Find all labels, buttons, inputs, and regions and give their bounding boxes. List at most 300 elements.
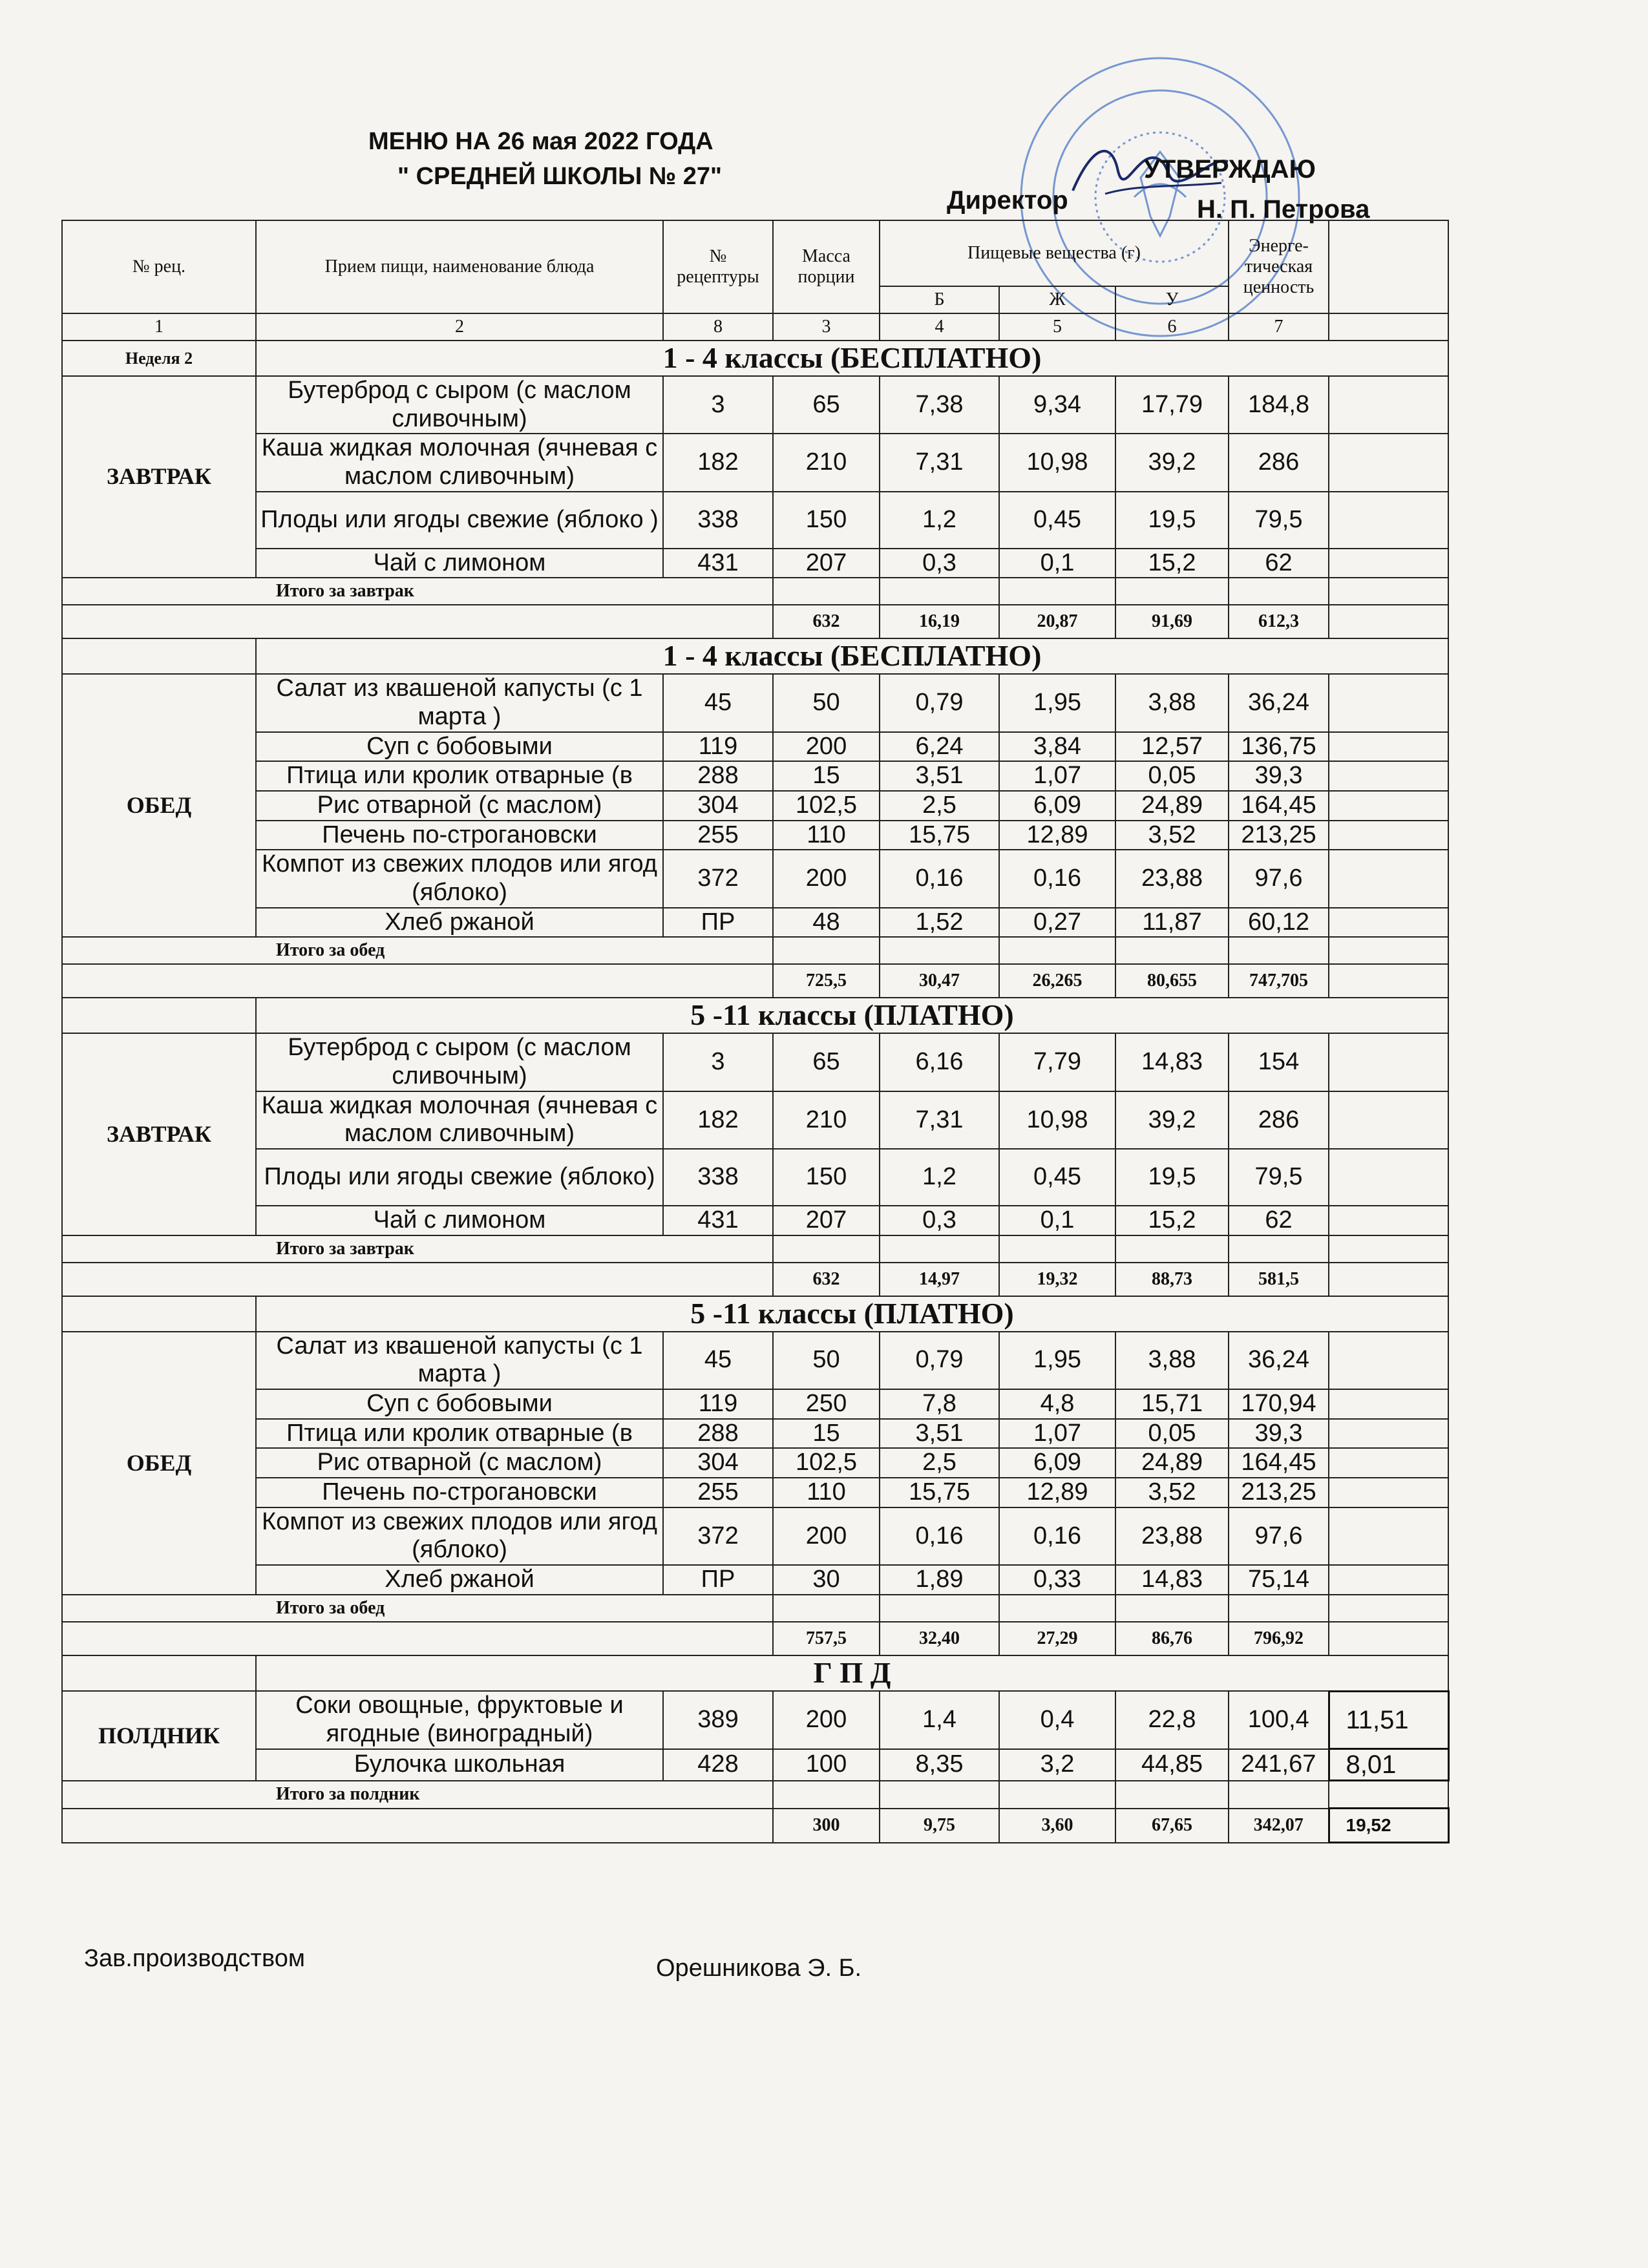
header-row: [62, 220, 1448, 286]
blank-cell: [1329, 376, 1448, 434]
carb-value: 23,88: [1115, 850, 1229, 907]
blank-cell: [1329, 1419, 1448, 1449]
total-fat: 26,265: [999, 964, 1115, 998]
total-label: Итого за обед: [62, 937, 773, 964]
carb-value: 14,83: [1115, 1565, 1229, 1595]
blank-cell: [1329, 732, 1448, 762]
section-title: 5 -11 классы (ПЛАТНО): [256, 998, 1448, 1033]
total-label: Итого за полдник: [62, 1781, 773, 1809]
energy-value: 154: [1229, 1033, 1329, 1091]
portion-mass: 150: [773, 492, 880, 549]
blank-cell: [880, 1781, 999, 1809]
recipe-number: 3: [663, 1033, 773, 1091]
blank-cell: [1329, 1206, 1448, 1235]
carb-value: 12,57: [1115, 732, 1229, 762]
dish-row: [62, 908, 1448, 938]
blank-cell: [1329, 1622, 1448, 1655]
portion-mass: 50: [773, 674, 880, 731]
total-protein: 9,75: [880, 1809, 999, 1843]
protein-value: 2,5: [880, 791, 999, 821]
dish-name: Печень по-строгановски: [256, 821, 663, 850]
portion-mass: 50: [773, 1332, 880, 1389]
carb-value: 22,8: [1115, 1691, 1229, 1748]
blank-cell: [773, 937, 880, 964]
dish-row: [62, 1389, 1448, 1419]
portion-mass: 210: [773, 1091, 880, 1149]
menu-table: [61, 220, 1450, 1843]
total-values-row: [62, 1263, 1448, 1296]
protein-value: 6,16: [880, 1033, 999, 1091]
carb-value: 0,05: [1115, 761, 1229, 791]
blank-cell: [1329, 850, 1448, 907]
total-carb: 91,69: [1115, 605, 1229, 638]
recipe-number: 45: [663, 1332, 773, 1389]
dish-row: [62, 1691, 1448, 1748]
blank-cell: [1329, 1565, 1448, 1595]
protein-value: 2,5: [880, 1448, 999, 1478]
protein-value: 8,35: [880, 1749, 999, 1781]
dish-name: Рис отварной (с маслом): [256, 1448, 663, 1478]
total-label-row: [62, 1781, 1448, 1809]
dish-row: [62, 1149, 1448, 1206]
total-fat: 27,29: [999, 1622, 1115, 1655]
recipe-number: 182: [663, 434, 773, 491]
total-mass: 725,5: [773, 964, 880, 998]
dish-row: [62, 1033, 1448, 1091]
energy-value: 60,12: [1229, 908, 1329, 938]
blank-cell: [773, 1235, 880, 1263]
blank-cell: [1329, 1781, 1448, 1809]
fat-value: 0,1: [999, 1206, 1115, 1235]
blank-cell: [1329, 674, 1448, 731]
recipe-number: ПР: [663, 1565, 773, 1595]
recipe-number: 182: [663, 1091, 773, 1149]
col-header-nutrient: У: [1115, 286, 1229, 313]
blank-cell: [880, 578, 999, 605]
total-label-row: [62, 578, 1448, 605]
total-label: Итого за обед: [62, 1595, 773, 1622]
portion-mass: 65: [773, 1033, 880, 1091]
section-title-row: [62, 1655, 1448, 1691]
col-header-energy: Энерге-тическая ценность: [1229, 220, 1329, 313]
carb-value: 24,89: [1115, 1448, 1229, 1478]
energy-value: 100,4: [1229, 1691, 1329, 1748]
fat-value: 12,89: [999, 1478, 1115, 1507]
blank-cell: [1229, 1781, 1329, 1809]
total-label: Итого за завтрак: [62, 1235, 773, 1263]
portion-mass: 207: [773, 549, 880, 578]
fat-value: 10,98: [999, 434, 1115, 491]
blank-cell: [62, 964, 773, 998]
carb-value: 0,05: [1115, 1419, 1229, 1449]
blank-cell: [1115, 937, 1229, 964]
recipe-number: 45: [663, 674, 773, 731]
section-title-row: [62, 998, 1448, 1033]
recipe-number: 288: [663, 1419, 773, 1449]
price-value: 8,01: [1329, 1749, 1448, 1781]
column-number: 3: [773, 313, 880, 341]
carb-value: 44,85: [1115, 1749, 1229, 1781]
section-title: 1 - 4 классы (БЕСПЛАТНО): [256, 638, 1448, 674]
total-mass: 632: [773, 1263, 880, 1296]
total-mass: 300: [773, 1809, 880, 1843]
blank-cell: [1329, 1091, 1448, 1149]
recipe-number: 428: [663, 1749, 773, 1781]
fat-value: 0,45: [999, 1149, 1115, 1206]
carb-value: 15,2: [1115, 549, 1229, 578]
section-title-row: [62, 1296, 1448, 1332]
dish-name: Салат из квашеной капусты (с 1 марта ): [256, 1332, 663, 1389]
energy-value: 39,3: [1229, 761, 1329, 791]
section-title: 5 -11 классы (ПЛАТНО): [256, 1296, 1448, 1332]
blank-cell: [62, 1296, 256, 1332]
energy-value: 184,8: [1229, 376, 1329, 434]
blank-cell: [1329, 1149, 1448, 1206]
blank-cell: [999, 1595, 1115, 1622]
total-energy: 612,3: [1229, 605, 1329, 638]
blank-cell: [1329, 492, 1448, 549]
portion-mass: 200: [773, 732, 880, 762]
dish-row: [62, 791, 1448, 821]
approve-label: УТВЕРЖДАЮ: [1144, 155, 1316, 184]
blank-cell: [1329, 791, 1448, 821]
director-name: Н. П. Петрова: [1197, 195, 1370, 224]
fat-value: 0,27: [999, 908, 1115, 938]
carb-value: 39,2: [1115, 434, 1229, 491]
protein-value: 0,79: [880, 1332, 999, 1389]
portion-mass: 30: [773, 1565, 880, 1595]
blank-cell: [1329, 549, 1448, 578]
menu-title: МЕНЮ НА 26 мая 2022 ГОДА: [368, 128, 713, 155]
protein-value: 1,2: [880, 492, 999, 549]
fat-value: 0,16: [999, 850, 1115, 907]
recipe-number: 431: [663, 549, 773, 578]
dish-name: Рис отварной (с маслом): [256, 791, 663, 821]
recipe-number: 119: [663, 732, 773, 762]
blank-cell: [62, 1622, 773, 1655]
total-price: 19,52: [1329, 1809, 1448, 1843]
total-energy: 796,92: [1229, 1622, 1329, 1655]
blank-cell: [773, 1595, 880, 1622]
dish-name: Печень по-строгановски: [256, 1478, 663, 1507]
dish-name: Компот из свежих плодов или ягод (яблоко): [256, 850, 663, 907]
dish-name: Каша жидкая молочная (ячневая с маслом сливочным): [256, 1091, 663, 1149]
fat-value: 0,45: [999, 492, 1115, 549]
recipe-number: 119: [663, 1389, 773, 1419]
blank-cell: [880, 1595, 999, 1622]
total-fat: 20,87: [999, 605, 1115, 638]
blank-cell: [1329, 313, 1448, 341]
total-label: Итого за завтрак: [62, 578, 773, 605]
energy-value: 36,24: [1229, 674, 1329, 731]
dish-row: [62, 434, 1448, 491]
fat-value: 1,95: [999, 1332, 1115, 1389]
blank-cell: [1329, 1595, 1448, 1622]
portion-mass: 102,5: [773, 1448, 880, 1478]
blank-cell: [1115, 1595, 1229, 1622]
protein-value: 0,16: [880, 850, 999, 907]
total-fat: 19,32: [999, 1263, 1115, 1296]
col-header-recipe-no: № рец.: [62, 220, 256, 313]
recipe-number: 304: [663, 1448, 773, 1478]
blank-cell: [1229, 1235, 1329, 1263]
recipe-number: 3: [663, 376, 773, 434]
col-header-nutrient: Ж: [999, 286, 1115, 313]
total-values-row: [62, 1622, 1448, 1655]
portion-mass: 65: [773, 376, 880, 434]
blank-cell: [1329, 1389, 1448, 1419]
fat-value: 1,07: [999, 761, 1115, 791]
column-number: 8: [663, 313, 773, 341]
blank-cell: [1115, 1235, 1229, 1263]
total-carb: 67,65: [1115, 1809, 1229, 1843]
blank-cell: [999, 1235, 1115, 1263]
recipe-number: 255: [663, 1478, 773, 1507]
recipe-number: 431: [663, 1206, 773, 1235]
dish-row: [62, 1749, 1448, 1781]
energy-value: 241,67: [1229, 1749, 1329, 1781]
dish-name: Плоды или ягоды свежие (яблоко): [256, 1149, 663, 1206]
col-header-nutrient: Б: [880, 286, 999, 313]
dish-name: Птица или кролик отварные (в: [256, 1419, 663, 1449]
fat-value: 3,84: [999, 732, 1115, 762]
column-number: 5: [999, 313, 1115, 341]
protein-value: 1,89: [880, 1565, 999, 1595]
carb-value: 19,5: [1115, 1149, 1229, 1206]
protein-value: 0,79: [880, 674, 999, 731]
blank-cell: [773, 1781, 880, 1809]
blank-cell: [1329, 220, 1448, 313]
portion-mass: 102,5: [773, 791, 880, 821]
dish-row: [62, 1507, 1448, 1565]
blank-cell: [1329, 578, 1448, 605]
carb-value: 15,71: [1115, 1389, 1229, 1419]
blank-cell: [1329, 605, 1448, 638]
blank-cell: [1229, 1595, 1329, 1622]
carb-value: 3,52: [1115, 1478, 1229, 1507]
protein-value: 1,52: [880, 908, 999, 938]
recipe-number: 372: [663, 850, 773, 907]
total-carb: 80,655: [1115, 964, 1229, 998]
protein-value: 1,4: [880, 1691, 999, 1748]
carb-value: 19,5: [1115, 492, 1229, 549]
production-head-name: Орешникова Э. Б.: [656, 1955, 862, 1982]
recipe-number: 389: [663, 1691, 773, 1748]
total-values-row: [62, 964, 1448, 998]
meal-label: ОБЕД: [62, 674, 256, 937]
dish-name: Соки овощные, фруктовые и ягодные (виноградный): [256, 1691, 663, 1748]
dish-name: Булочка школьная: [256, 1749, 663, 1781]
school-name: " СРЕДНЕЙ ШКОЛЫ № 27": [397, 163, 723, 190]
total-label-row: [62, 1595, 1448, 1622]
dish-row: [62, 1206, 1448, 1235]
dish-row: [62, 821, 1448, 850]
dish-name: Плоды или ягоды свежие (яблоко ): [256, 492, 663, 549]
meal-label: ОБЕД: [62, 1332, 256, 1595]
carb-value: 3,88: [1115, 1332, 1229, 1389]
carb-value: 15,2: [1115, 1206, 1229, 1235]
fat-value: 1,95: [999, 674, 1115, 731]
blank-cell: [1329, 937, 1448, 964]
energy-value: 36,24: [1229, 1332, 1329, 1389]
blank-cell: [1329, 1235, 1448, 1263]
fat-value: 3,2: [999, 1749, 1115, 1781]
dish-row: [62, 1419, 1448, 1449]
energy-value: 62: [1229, 1206, 1329, 1235]
fat-value: 0,1: [999, 549, 1115, 578]
dish-name: Птица или кролик отварные (в: [256, 761, 663, 791]
carb-value: 23,88: [1115, 1507, 1229, 1565]
portion-mass: 200: [773, 1507, 880, 1565]
col-header-mass: Масса порции: [773, 220, 880, 313]
dish-row: [62, 732, 1448, 762]
blank-cell: [1329, 1507, 1448, 1565]
energy-value: 39,3: [1229, 1419, 1329, 1449]
column-number: 1: [62, 313, 256, 341]
blank-cell: [880, 937, 999, 964]
dish-row: [62, 850, 1448, 907]
column-number: 6: [1115, 313, 1229, 341]
carb-value: 14,83: [1115, 1033, 1229, 1091]
protein-value: 7,31: [880, 1091, 999, 1149]
director-label: Директор: [947, 186, 1068, 215]
section-title-row: [62, 341, 1448, 376]
total-mass: 757,5: [773, 1622, 880, 1655]
carb-value: 24,89: [1115, 791, 1229, 821]
fat-value: 7,79: [999, 1033, 1115, 1091]
energy-value: 62: [1229, 549, 1329, 578]
carb-value: 39,2: [1115, 1091, 1229, 1149]
column-number: 7: [1229, 313, 1329, 341]
fat-value: 4,8: [999, 1389, 1115, 1419]
section-title: Г П Д: [256, 1655, 1448, 1691]
fat-value: 9,34: [999, 376, 1115, 434]
blank-cell: [62, 1263, 773, 1296]
energy-value: 79,5: [1229, 492, 1329, 549]
recipe-number: 304: [663, 791, 773, 821]
col-header-recipe: № рецептуры: [663, 220, 773, 313]
portion-mass: 200: [773, 1691, 880, 1748]
energy-value: 164,45: [1229, 791, 1329, 821]
dish-name: Чай с лимоном: [256, 549, 663, 578]
total-protein: 30,47: [880, 964, 999, 998]
total-label-row: [62, 1235, 1448, 1263]
energy-value: 164,45: [1229, 1448, 1329, 1478]
blank-cell: [62, 605, 773, 638]
total-carb: 86,76: [1115, 1622, 1229, 1655]
col-header-nutrients: Пищевые вещества (г): [880, 220, 1229, 286]
fat-value: 0,4: [999, 1691, 1115, 1748]
protein-value: 7,8: [880, 1389, 999, 1419]
recipe-number: 338: [663, 492, 773, 549]
section-title-row: [62, 638, 1448, 674]
week-label: Неделя 2: [62, 341, 256, 376]
fat-value: 0,33: [999, 1565, 1115, 1595]
dish-name: Суп с бобовыми: [256, 1389, 663, 1419]
protein-value: 3,51: [880, 1419, 999, 1449]
protein-value: 6,24: [880, 732, 999, 762]
total-protein: 32,40: [880, 1622, 999, 1655]
dish-name: Чай с лимоном: [256, 1206, 663, 1235]
carb-value: 3,52: [1115, 821, 1229, 850]
energy-value: 79,5: [1229, 1149, 1329, 1206]
blank-cell: [1115, 1781, 1229, 1809]
section-title: 1 - 4 классы (БЕСПЛАТНО): [256, 341, 1448, 376]
recipe-number: ПР: [663, 908, 773, 938]
energy-value: 75,14: [1229, 1565, 1329, 1595]
total-mass: 632: [773, 605, 880, 638]
fat-value: 10,98: [999, 1091, 1115, 1149]
blank-cell: [880, 1235, 999, 1263]
portion-mass: 15: [773, 761, 880, 791]
blank-cell: [1229, 578, 1329, 605]
dish-name: Хлеб ржаной: [256, 1565, 663, 1595]
total-energy: 581,5: [1229, 1263, 1329, 1296]
blank-cell: [1329, 761, 1448, 791]
blank-cell: [62, 1809, 773, 1843]
portion-mass: 48: [773, 908, 880, 938]
blank-cell: [999, 578, 1115, 605]
energy-value: 286: [1229, 1091, 1329, 1149]
blank-cell: [1329, 821, 1448, 850]
column-number: 4: [880, 313, 999, 341]
protein-value: 15,75: [880, 1478, 999, 1507]
blank-cell: [1115, 578, 1229, 605]
blank-cell: [999, 1781, 1115, 1809]
protein-value: 0,3: [880, 549, 999, 578]
blank-cell: [62, 1655, 256, 1691]
dish-name: Бутерброд с сыром (с маслом сливочным): [256, 1033, 663, 1091]
portion-mass: 100: [773, 1749, 880, 1781]
dish-row: [62, 1091, 1448, 1149]
portion-mass: 207: [773, 1206, 880, 1235]
portion-mass: 150: [773, 1149, 880, 1206]
fat-value: 1,07: [999, 1419, 1115, 1449]
blank-cell: [1329, 1263, 1448, 1296]
blank-cell: [773, 578, 880, 605]
blank-cell: [1329, 1448, 1448, 1478]
protein-value: 1,2: [880, 1149, 999, 1206]
dish-row: [62, 1448, 1448, 1478]
dish-row: [62, 761, 1448, 791]
dish-row: [62, 674, 1448, 731]
portion-mass: 110: [773, 821, 880, 850]
blank-cell: [1329, 1332, 1448, 1389]
protein-value: 7,31: [880, 434, 999, 491]
total-values-row: [62, 1809, 1448, 1843]
meal-label: ЗАВТРАК: [62, 376, 256, 578]
blank-cell: [1229, 937, 1329, 964]
dish-name: Хлеб ржаной: [256, 908, 663, 938]
energy-value: 213,25: [1229, 1478, 1329, 1507]
blank-cell: [62, 998, 256, 1033]
meal-label: ПОЛДНИК: [62, 1691, 256, 1780]
fat-value: 12,89: [999, 821, 1115, 850]
dish-row: [62, 1565, 1448, 1595]
dish-row: [62, 376, 1448, 434]
energy-value: 286: [1229, 434, 1329, 491]
blank-cell: [1329, 434, 1448, 491]
recipe-number: 255: [663, 821, 773, 850]
energy-value: 213,25: [1229, 821, 1329, 850]
portion-mass: 15: [773, 1419, 880, 1449]
dish-name: Суп с бобовыми: [256, 732, 663, 762]
protein-value: 7,38: [880, 376, 999, 434]
dish-name: Бутерброд с сыром (с маслом сливочным): [256, 376, 663, 434]
energy-value: 97,6: [1229, 850, 1329, 907]
col-header-dish: Прием пищи, наименование блюда: [256, 220, 663, 313]
price-value: 11,51: [1329, 1691, 1448, 1748]
